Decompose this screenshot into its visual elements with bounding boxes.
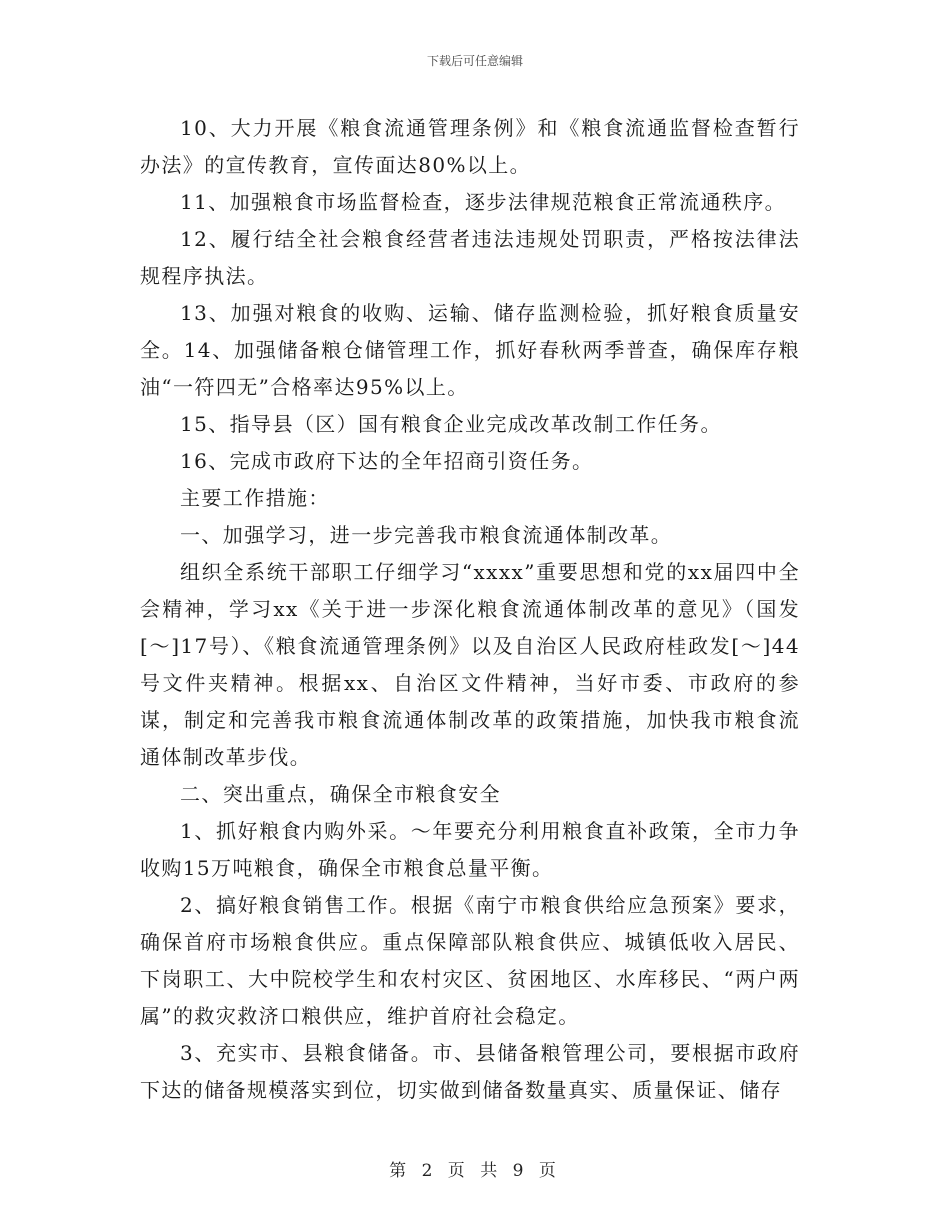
- section-heading-two: 二、突出重点，确保全市粮食安全: [180, 782, 501, 806]
- section-heading-one: 一、加强学习，进一步完善我市粮食流通体制改革。: [180, 523, 673, 547]
- paragraph-item-11: 11、加强粮食市场监督检查，逐步法律规范粮食正常流通秩序。: [180, 190, 787, 214]
- paragraph-point-3: 3、充实市、县粮食储备。市、县储备粮管理公司，要根据市政府下达的储备规模落实到位，切实做到储备数量真实、质量保证、储存: [140, 1041, 800, 1102]
- paragraph-item-15: 15、指导县（区）国有粮食企业完成改革改制工作任务。: [180, 412, 722, 436]
- paragraph-item-13-14: 13、加强对粮食的收购、运输、储存监测检验，抓好粮食质量安全。14、加强储备粮仓储管理工作，抓好春秋两季普查，确保库存粮油“一符四无”合格率达95%以上。: [140, 301, 800, 399]
- paragraph-item-16: 16、完成市政府下达的全年招商引资任务。: [180, 449, 594, 473]
- paragraph-point-2: 2、搞好粮食销售工作。根据《南宁市粮食供给应急预案》要求，确保首府市场粮食供应。重点保障部队粮食供应、城镇低收入居民、下岗职工、大中院校学生和农村灾区、贫困地区、水库移民、“两户两属”的救灾救济口粮供应，维护首府社会稳定。: [140, 893, 800, 1028]
- section-heading-measures: 主要工作措施：: [180, 486, 330, 510]
- page-header-note: 下载后可任意编辑: [426, 54, 523, 68]
- paragraph-study: 组织全系统干部职工仔细学习“xxxx”重要思想和党的xx届四中全会精神，学习xx《关于进一步深化粮食流通体制改革的意见》（国发[～]17号）、《粮食流通管理条例》以及自治区人民政府桂政发[～]44号文件夹精神。根据xx、自治区文件精神，当好市委、市政府的参谋，制定和完善我市粮食流通体制改革的政策措施，加快我市粮食流通体制改革步伐。: [140, 560, 800, 769]
- document-body: [140, 110, 800, 1109]
- page-number-footer: 第 2 页 共 9 页: [389, 1161, 561, 1181]
- paragraph-item-12: 12、履行结全社会粮食经营者违法违规处罚职责，严格按法律法规程序执法。: [140, 227, 800, 288]
- paragraph-item-10: 10、大力开展《粮食流通管理条例》和《粮食流通监督检查暂行办法》的宣传教育，宣传面达80%以上。: [140, 116, 800, 177]
- paragraph-point-1: 1、抓好粮食内购外采。～年要充分利用粮食直补政策，全市力争收购15万吨粮食，确保全市粮食总量平衡。: [140, 819, 800, 880]
